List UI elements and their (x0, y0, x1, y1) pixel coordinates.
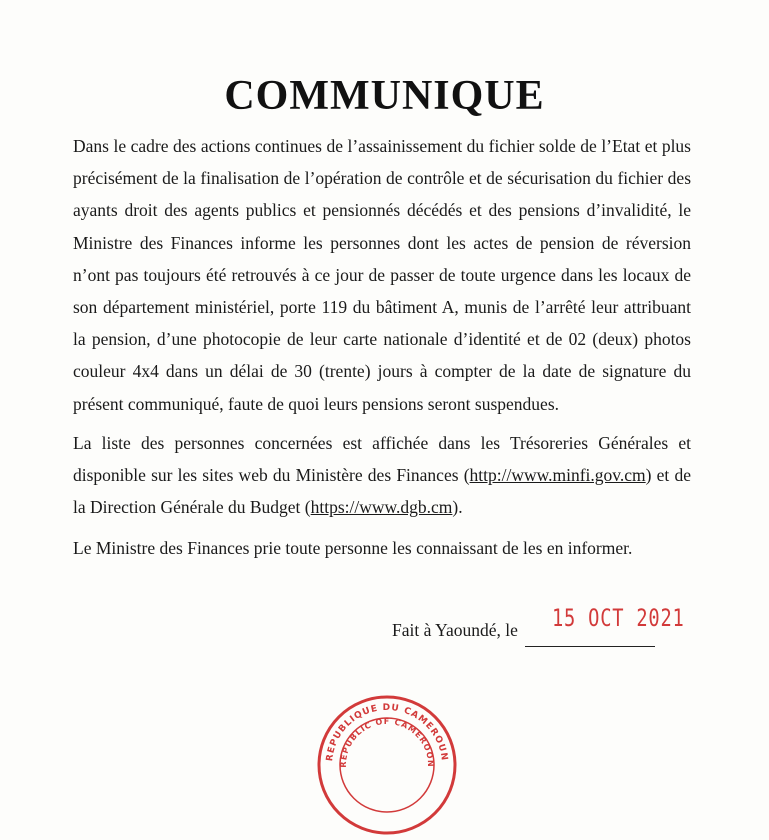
paragraph-2-part-3: ). (452, 497, 463, 518)
paragraph-list-info (73, 427, 691, 524)
paragraph-closing: Le Ministre des Finances prie toute personne les connaissant de les en informer. (73, 538, 633, 558)
place-date-label: Fait à Yaoundé, le (392, 620, 518, 640)
seal-text-outer: REPUBLIQUE DU CAMEROUN (325, 703, 449, 762)
paragraph-2-part-1: La liste des personnes concernées est affichée dans les Trésoreries Générales et disponible sur les sites web du Ministère des Finances ( (73, 433, 691, 486)
paragraph-main: Dans le cadre des actions continues de l’assainissement du fichier solde de l’Etat et plus précisément de la finalisation de l’opération de contrôle et de sécurisation du fichier des ayants droit des agents publics et pensionnés décédés et des pensions d’invalidité, le Ministre des Finances informe les personnes dont les actes de pension de réversion n’ont pas toujours été retrouvés à ce jour de passer de toute urgence dans les locaux de son département ministériel, porte 119 du bâtiment A, munis de l’arrêté leur attribuant la pension, d’une photocopie de leur carte nationale d’identité et de 02 (deux) photos couleur 4x4 dans un délai de 30 (trente) jours à compter de la date de signature du présent communiqué, faute de quoi leurs pensions seront suspendues. (73, 136, 691, 414)
date-stamp: 15 OCT 2021 (552, 604, 685, 632)
official-seal (312, 690, 462, 840)
document-title: COMMUNIQUE (224, 73, 545, 119)
date-line (525, 646, 655, 647)
minfi-link[interactable]: http://www.minfi.gov.cm (469, 465, 646, 486)
seal-text-inner: REPUBLIC OF CAMEROON (338, 716, 436, 768)
dgb-link[interactable]: https://www.dgb.cm (310, 497, 453, 518)
paragraph-2-part-2: ) et de la Direction Générale du Budget ( (73, 465, 691, 518)
